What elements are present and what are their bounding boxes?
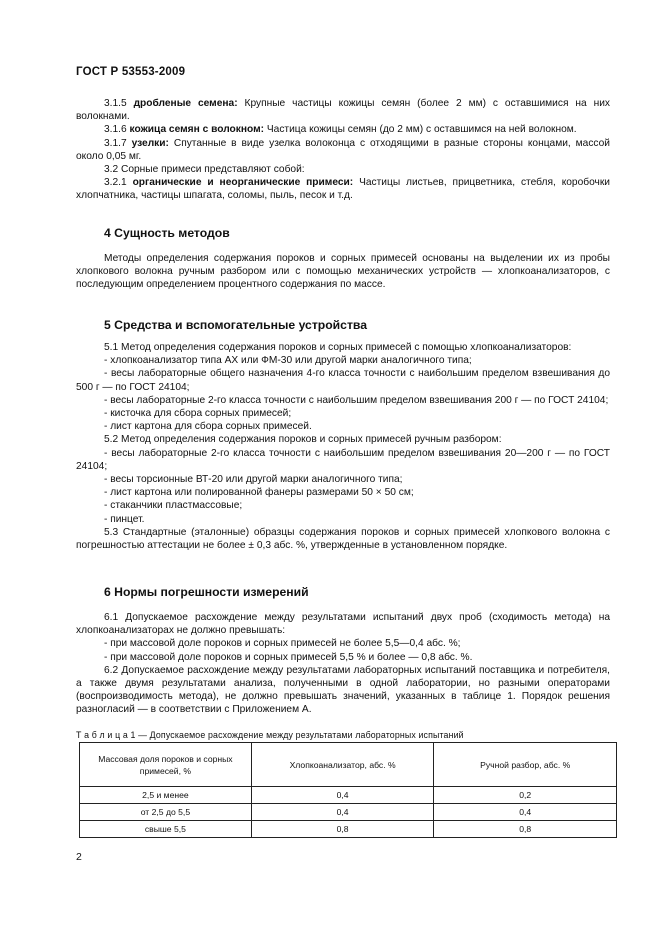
clause-5-3: 5.3 Стандартные (эталонные) образцы содержания пороков и сорных примесей хлопкового волокна с погрешностью аттестации не более ± 0,3 абс. %, утвержденные в установленном порядке.	[76, 526, 610, 552]
list-item: - пинцет.	[104, 513, 145, 525]
definition-3-2-1: 3.2.1 органические и неорганические примеси: Частицы листьев, прицветника, стебля, коробочки хлопчатника, частицы шпагата, соломы, пыль, песок и т.д.	[76, 177, 610, 202]
table-cell: 0,8	[251, 821, 434, 838]
clause-5-2: 5.2 Метод определения содержания пороков и сорных примесей ручным разбором:	[104, 434, 502, 446]
table-cell: 0,2	[434, 787, 617, 804]
table-cell: 0,8	[434, 821, 617, 838]
table-row	[80, 821, 617, 838]
list-item: - стаканчики пластмассовые;	[104, 500, 243, 512]
section-4-title: 4 Сущность методов	[104, 226, 230, 240]
section-6-title: 6 Нормы погрешности измерений	[104, 585, 309, 599]
table-cell: 0,4	[251, 787, 434, 804]
table-header-cell: Массовая доля пороков и сорных примесей, %	[80, 743, 252, 787]
table-cell: от 2,5 до 5,5	[80, 804, 252, 821]
table-header-row	[80, 743, 617, 787]
table-row	[80, 804, 617, 821]
table-cell: 0,4	[434, 804, 617, 821]
clause-3-2: 3.2 Сорные примеси представляют собой:	[104, 164, 305, 176]
definition-3-1-5: 3.1.5 дробленые семена: Крупные частицы кожицы семян (более 2 мм) с оставшимися на них волокнами.	[76, 98, 610, 123]
section-4-body	[76, 252, 610, 292]
table-header-cell: Ручной разбор, абс. %	[434, 743, 617, 787]
list-item: - лист картона для сбора сорных примесей.	[104, 421, 312, 433]
section-6-body	[76, 611, 610, 717]
list-item: - лист картона или полированной фанеры размерами 50 × 50 см;	[104, 487, 414, 499]
list-item: - хлопкоанализатор типа АХ или ФМ-30 или другой марки аналогичного типа;	[104, 355, 472, 367]
list-item: - кисточка для сбора сорных примесей;	[104, 408, 292, 420]
list-item: - при массовой доле пороков и сорных примесей 5,5 % и более — 0,8 абс. %.	[104, 651, 473, 663]
table-header-cell: Хлопкоанализатор, абс. %	[251, 743, 434, 787]
page-number: 2	[76, 851, 82, 863]
table-cell: 2,5 и менее	[80, 787, 252, 804]
definitions-block	[76, 97, 610, 203]
list-item: - весы лабораторные 2-го класса точности с наибольшим пределом взвешивания 20—200 г — по ГОСТ 24104;	[76, 447, 610, 472]
table-caption: Т а б л и ц а 1 — Допускаемое расхождение между результатами лабораторных испытаний	[76, 730, 464, 740]
list-item: - при массовой доле пороков и сорных примесей не более 5,5—0,4 абс. %;	[104, 638, 461, 650]
clause-6-2: 6.2 Допускаемое расхождение между результатами лабораторных испытаний поставщика и потребителя, а также двумя результатами анализа, полученными в одной лаборатории, но разными операторами (воспроизводимость метода), не должно превышать значений, указанных в таблице 1. Порядок решения разногласий — в соответствии с Приложением А.	[76, 664, 610, 716]
section-5-body	[76, 341, 610, 552]
section-5-title: 5 Средства и вспомогательные устройства	[104, 318, 368, 332]
table-cell: 0,4	[251, 804, 434, 821]
table-1	[79, 742, 617, 838]
section-4-text: Методы определения содержания пороков и сорных примесей основаны на выделении их из пробы хлопкового волокна ручным разбором или с помощью механических устройств — хлопкоанализаторов, с последующим определением процентного содержания по массе.	[76, 253, 610, 291]
table-row	[80, 787, 617, 804]
document-header: ГОСТ Р 53553-2009	[76, 66, 186, 78]
list-item: - весы лабораторные общего назначения 4-го класса точности с наибольшим пределом взвешивания до 500 г — по ГОСТ 24104;	[76, 368, 610, 393]
clause-6-1: 6.1 Допускаемое расхождение между результатами испытаний двух проб (сходимость метода) на хлопкоанализаторах не должно превышать:	[76, 612, 610, 637]
table-cell: свыше 5,5	[80, 821, 252, 838]
definition-3-1-6: 3.1.6 кожица семян с волокном: Частица кожицы семян (до 2 мм) с оставшимся на ней волокном.	[104, 124, 577, 136]
clause-5-1: 5.1 Метод определения содержания пороков и сорных примесей с помощью хлопкоанализаторов:	[104, 342, 572, 353]
list-item: - весы торсионные ВТ-20 или другой марки аналогичного типа;	[104, 474, 403, 486]
list-item: - весы лабораторные 2-го класса точности с наибольшим пределом взвешивания 200 г — по ГОСТ 24104;	[104, 394, 609, 406]
definition-3-1-7: 3.1.7 узелки: Спутанные в виде узелка волоконца с отходящими в разные стороны концами, массой около 0,05 мг.	[76, 137, 610, 162]
